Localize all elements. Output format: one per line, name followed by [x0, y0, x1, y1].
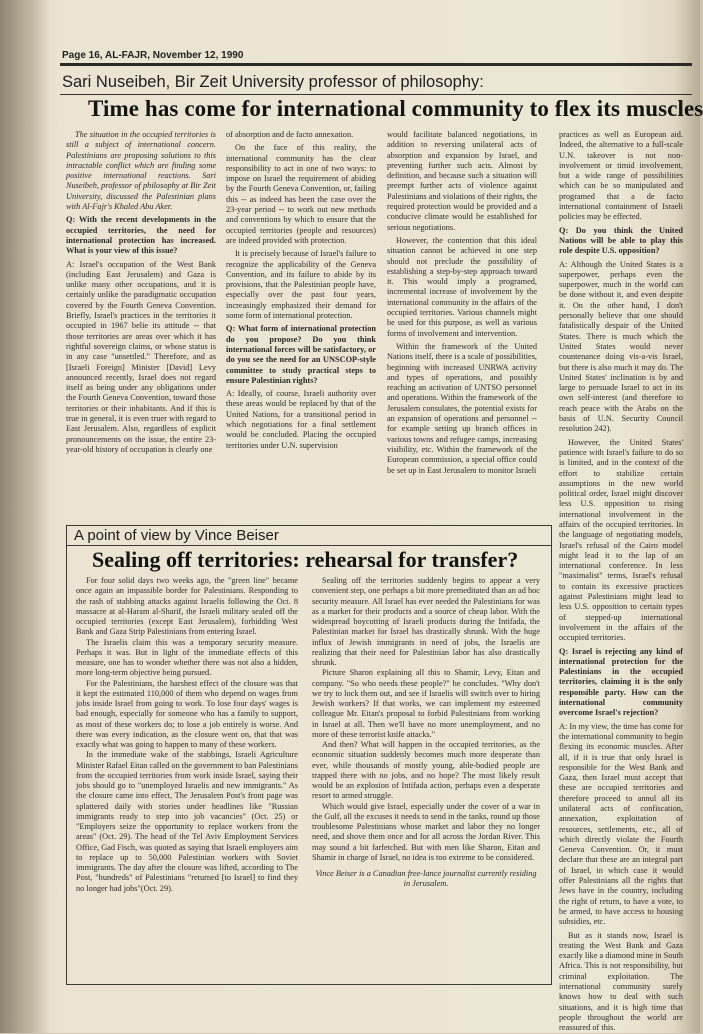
paragraph: Within the framework of the United Nations itself, there is a scale of possibilities, beginning with increased UNRWA activity and types of operations, and possibly reaching an activation of UNTSO personnel and operations. Within the framework of the Jerusalem consulates, the potential exists for an expansion of operations and personnel -- for example setting up branch offices in various towns and refugee camps, increasing visibility, etc. Within the framework of the European commission, a special office could be set up in East Jerusalem to monitor Israeli	[387, 341, 538, 475]
answer-2: A: Ideally, of course, Israeli authority over these areas would be replaced by that of the United Nations, for a transitional period in which negotiations for a final settlement would be concluded. Placing the occupied territories under U.N. supervision	[226, 389, 376, 450]
paragraph: practices as well as European aid. Indeed, the alternative to a full-scale U.N. takeover is not non-involvement or timid involvement, but a wide range of possibilities which can be so manipulated and programed that a de facto international containment of Israeli policies may be effected.	[559, 130, 683, 222]
opinion-column-2	[312, 576, 540, 978]
interview-column-2	[226, 130, 376, 522]
opinion-column-1	[76, 576, 298, 978]
paragraph: The Israelis claim this was a temporary security measure. Perhaps it was. But in light of the immediate effects of this measure, one has to wonder whether there was not also a hidden, more long-term objective being pursued.	[76, 637, 298, 678]
paragraph: Which would give Israel, especially under the cover of a war in the Gulf, all the excuses it needs to send in the tanks, round up those troublesome Palestinians whose market and labor they no longer need, and shove them once and for all across the Jordan River. This may sound a bit farfetched. But with men like Sharon, Eitan and Shamir in charge of Israel, no idea is too extreme to be considered.	[312, 801, 540, 862]
question-4: Q: Israel is rejecting any kind of international protection for the Palestinians in the occupied territories, claiming it is the only responsible party. How can the international community overcome Israel's rejection?	[559, 646, 683, 718]
question-1: Q: With the recent developments in the occupied territories, the need for international protection has increased. What is your view of this issue?	[66, 215, 216, 256]
question-3: Q: Do you think the United Nations will be able to play this role despite U.S. opposition?	[559, 225, 683, 256]
paragraph: Picture Sharon explaining all this to Shamir, Levy, Eitan and company. "So who needs these people?" he concludes. "Why don't we try to lock them out, and see if Israelis will switch over to hiring Jewish workers? If that works, we can implement my esteemed colleague Mr. Eitan's proposal to forbid Palestinians from working in Israel at all. Then we'll have no more unemployment, and no more of these terrorist knife attacks."	[312, 668, 540, 739]
interview-column-4	[559, 130, 683, 1033]
paragraph: And then? What will happen in the occupied territories, as the economic situation suddenly becomes much more desperate than ever, while thousands of mostly young, able-bodied people are trapped there with no jobs, and no hope? The most likely result would be an explosion of Intifada action, perhaps even a desperate resort to armed struggle.	[312, 740, 540, 801]
paragraph: However, the contention that this ideal situation cannot be achieved in one step should not preclude the possibility of establishing a step-by-step approach toward it. This would imply a programed, incremental increase of involvement by the international community in the affairs of the occupied territories. Various channels might be used for this purpose, as well as various forms of involvement and intervention.	[387, 235, 537, 338]
header-rule	[60, 63, 692, 66]
paragraph: But as it stands now, Israel is treating the West Bank and Gaza exactly like a diamond mine in South Africa. This is not responsibility, but criminal exploitation. The international community surely knows how to deal with such situations, and it is high time that people throughout the world are reassured of this.	[559, 930, 683, 1033]
paragraph: On the face of this reality, the international community has the clear responsibility to act in one of two ways: to impose on Israel the requirement of abiding by the Fourth Geneva Convention, or, failing this -- as indeed has been the case over the 23-year period -- to work out new methods and conventions by which to ensure that the occupied territories (people and resources) are indeed provided with protection.	[226, 143, 376, 245]
author-note: Vince Beiser is a Canadian free-lance journalist currently residing in Jerusalem.	[315, 869, 537, 889]
kicker-rule	[60, 94, 692, 95]
interview-column-3	[387, 130, 537, 522]
paragraph: For the Palestinians, the harshest effect of the closure was that it kept the estimated 110,000 of them who depend on wages from jobs inside Israel from going to work. To lose four days' wages is bad enough, especially for someone who has a family to support, as most of these workers do; to lose a job entirely is worse. And there was every indication, as the closure went on, that that was exactly what was going to happen to many of these workers.	[76, 678, 298, 749]
answer-3: A: Although the United States is a superpower, perhaps even the superpower, much in the world can be done without it, and even despite it. On the other hand, I don't personally believe that one should fatalistically despair of the United States. There is much which the United States would never countenance doing vis-a-vis Israel, but there is also much it may do. The United States' inclination is by and large to persuade Israel to act in its own self-interest (and therefore to reach peace with the Arabs on the basis of U.N. Security Council resolution 242).	[559, 259, 683, 434]
paragraph: would facilitate balanced negotiations, in addition to reversing unilateral acts of absorption and expansion by Israel, and preventing further such acts. Almost by definition, and because such a situation will preempt further acts of violence against Palestinians and violations of their rights, the required protection would be provided and a conducive climate would be established for serious negotiations.	[387, 130, 538, 232]
interview-intro: The situation in the occupied territories is still a subject of international concern. Palestinians are proposing solutions to this intractable conflict which are finding some positive international reactions. Sari Nuseibeh, professor of philosophy at Bir Zeit University, discussed the Palestinian plans with Al-Fajr's Khaled Abu Aker.	[66, 130, 216, 212]
paragraph: In the immediate wake of the stabbings, Israeli Agriculture Minister Rafael Eitan called on the government to ban Palestinians from the occupied territories from work inside Israel, saying their jobs should go to "unemployed Israelis and new immigrants." As the closure came into effect, The Jerusalem Post's front page was splattered daily with stories under headlines like "Russian immigrants ready to step into job vacancies" (Oct. 25) or "Employers seize the opportunity to replace workers from the areas" (Oct. 29). The head of the Tel Aviv Employment Services Office, Gad Fisch, was quoted as saying that Israeli employers aim to replace up to 50,000 Palestinian workers with Soviet immigrants. The day after the closure was lifted, according to The Post, "hundreds" of Palestinians "returned [to Israel] to find they no longer had jobs"(Oct. 29).	[76, 750, 298, 893]
binding-shadow	[0, 0, 50, 1033]
question-2: Q: What form of international protection do you propose? Do you think international forces will be satisfactory, or do you see the need for an UNSCOP-style committee to study practical steps to ensure Palestinian rights?	[226, 324, 376, 385]
answer-1: A: Israel's occupation of the West Bank (including East Jerusalem) and Gaza is unlike many other occupations, and it is certainly unlike the paradigmatic occupation covered by the Fourth Geneva Convention. Briefly, Israel's practices in the territories it occupied in 1967 belie its attitude -- that those territories are areas over which it has rightful sovereign claims, or whose status is in any case "unsettled." Therefore, and as [Israeli Foreign] Minister [David] Levy announced recently, Israel does not regard itself as being under any obligations under the Fourth Geneva Convention, toward those territories or their inhabitants. And if this is true in general, it is even truer with regard to East Jerusalem. Also, regardless of explicit pronouncements on the issue, the entire 23-year-old history of occupation is clearly one	[66, 259, 216, 454]
paragraph: Sealing off the territories suddenly begins to appear a very convenient step, one perhaps a bit more premeditated than an ad hoc security measure. All Israel has ever needed the Palestinians for was as a market for their products and a source of cheap labor. With the widespread boycotting of Israeli products during the Intifada, the Palestinian market for Israel has drastically shrunk. With the huge influx of Jewish immigrants in need of jobs, the Israelis are realizing that their need for Palestinian labor has also drastically shrunk.	[312, 576, 540, 667]
paragraph: However, the United States' patience with Israel's failure to do so is limited, and in the context of the effort to stabilize certain assumptions in the new world political order, Israel might discover less U.S. opposition to rising international involvement in the affairs of the occupied territories. In the language of negotiating models, Israel's refusal of the Cairo model might lead it to the lap of an international conference. In less "maximalist" terms, Israel's refusal to contain its excessive practices against Palestinians might lead to less U.S. opposition to certain types of stepped-up international involvement in the affairs of the occupied territories.	[559, 437, 683, 643]
opinion-kicker: A point of view by Vince Beiser	[74, 527, 279, 544]
paragraph: It is precisely because of Israel's failure to recognize the applicability of the Geneva Convention, and its failure to abide by its provisions, that the Palestinian people have, especially over the past four years, increasingly emphasized their demand for some form of international protection.	[226, 249, 376, 321]
answer-4: A: In my view, the time has come for the international community to begin flexing its economic muscles. After all, if it is true that only Israel is responsible for the West Bank and Gaza, then Israel must accept that these are occupied territories and therefore proceed to annul all its unilateral acts of confiscation, annexation, exploitation of resources, settlements, etc., all of which directly violate the Fourth Geneva Convention. Or, it must declare that these are an integral part of Israel, in which case it would offer Palestinians all the rights that Jews have in the country, including the right of return, to have a vote, to be armed, to have access to housing subsidies, etc.	[559, 721, 683, 927]
paragraph: of absorption and de facto annexation.	[226, 130, 354, 139]
page-folio: Page 16, AL-FAJR, November 12, 1990	[62, 50, 244, 61]
opinion-kicker-rule	[66, 545, 552, 546]
interview-headline: Time has come for international community to flex its muscles	[88, 96, 703, 121]
interview-kicker: Sari Nuseibeh, Bir Zeit University professor of philosophy:	[62, 73, 484, 91]
interview-column-1	[66, 130, 216, 522]
paragraph: For four solid days two weeks ago, the "green line" became once again an impassible border for Palestinians. Responding to the rash of stabbing attacks against Israelis following the Oct. 8 massacre at al-Haram al-Sharif, the Israeli military sealed off the occupied territories (except East Jerusalem), forbidding West Bank and Gaza Strip Palestinians from entering Israel.	[76, 576, 298, 637]
opinion-headline: Sealing off territories: rehearsal for transfer?	[92, 547, 519, 572]
